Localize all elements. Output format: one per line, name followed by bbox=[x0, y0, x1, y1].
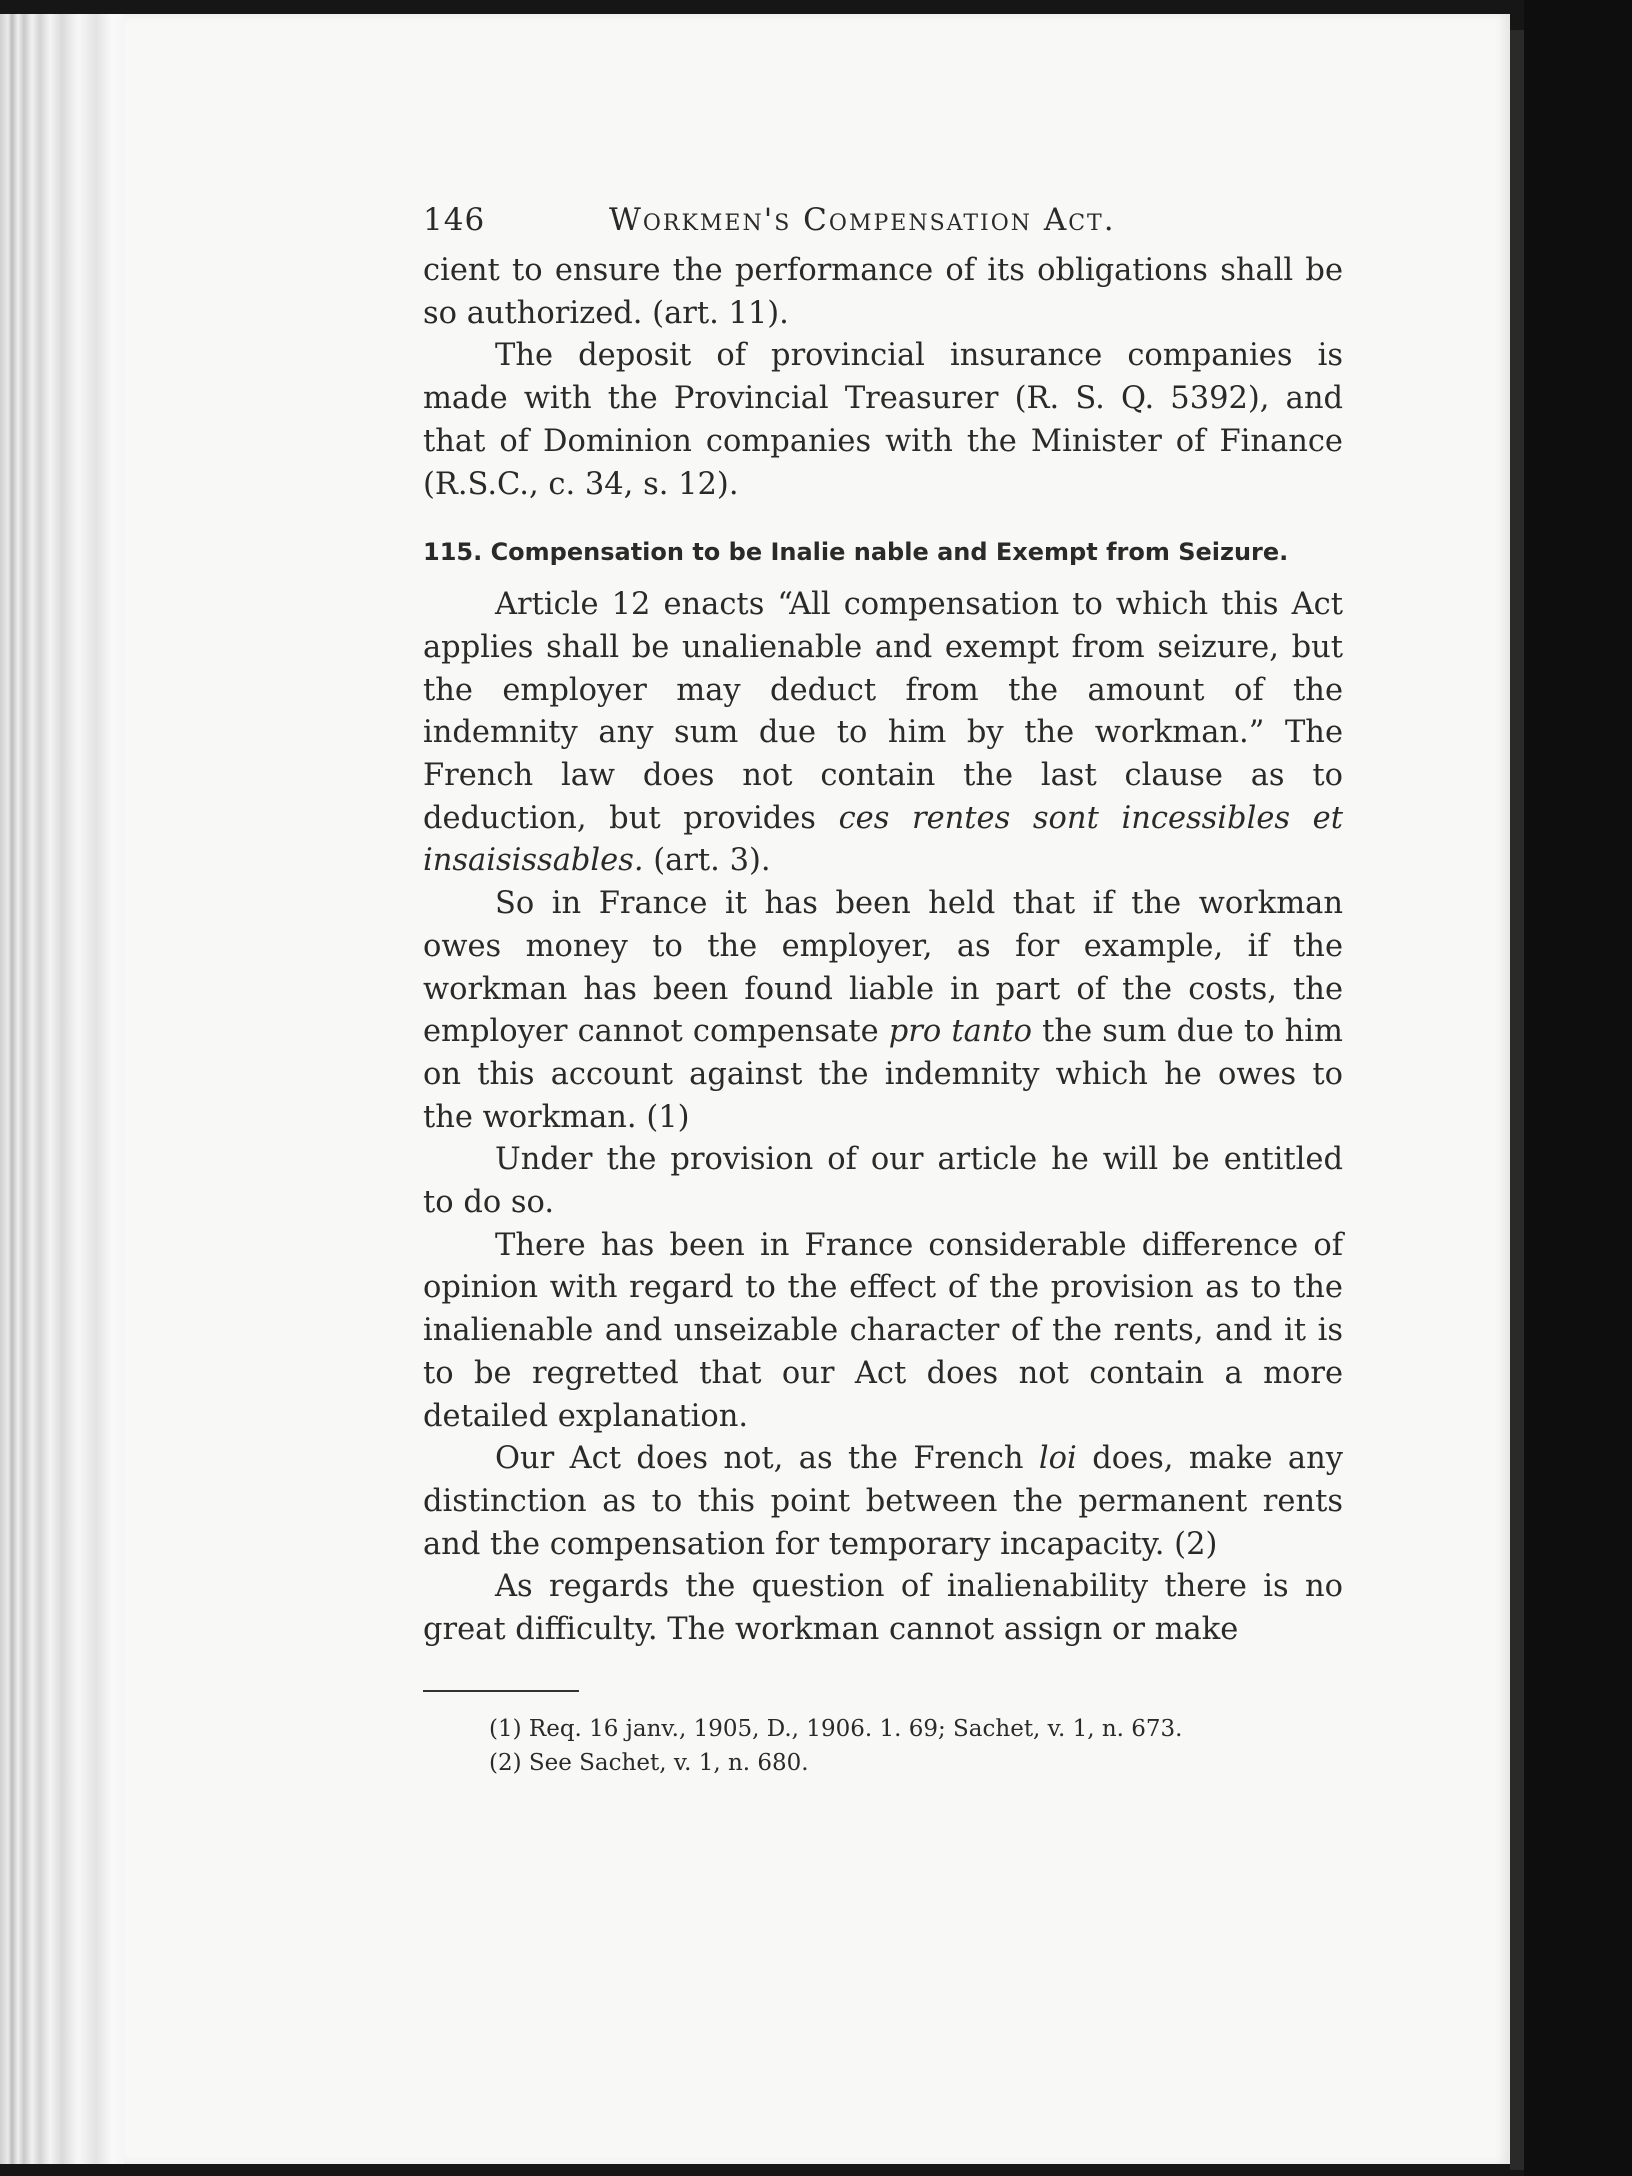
binding-shadow bbox=[1510, 30, 1524, 2170]
footnote-2: (2) See Sachet, v. 1, n. 680. bbox=[489, 1749, 809, 1776]
text-run: (art. 3). bbox=[643, 843, 771, 879]
running-head bbox=[423, 190, 1343, 250]
running-title: Workmen's Compensation Act. bbox=[609, 202, 1116, 238]
paragraph-continuation: cient to ensure the performance of its obligations shall be so authorized. (art. 11). bbox=[423, 253, 1343, 331]
italic-phrase: pro tanto bbox=[888, 1014, 1033, 1050]
page-number: 146 bbox=[423, 202, 486, 238]
paragraph-inalienability: As regards the question of inalienability there is no great difficulty. The workman cannot assign or make bbox=[423, 1569, 1343, 1648]
text-run: the sum due to him on this account against the indemnity which he owes to the workman. (1) bbox=[423, 1014, 1343, 1135]
text-run: Our Act does not, as the French bbox=[495, 1441, 1039, 1477]
text-run: Article 12 enacts “All compensation to which this Act applies shall be unalienable and exempt from seizure, but the employer may deduct from the amount of the indemnity any sum due to him by the workman.” The French law does not contain the last clause as to deduction, but provides bbox=[423, 587, 1343, 836]
text-run: So in France it has been held that if the workman owes money to the employer, as for example, if the workman has been found liable in part of the costs, the employer cannot compensate bbox=[423, 886, 1343, 1050]
footnote-1: (1) Req. 16 janv., 1905, D., 1906. 1. 69; Sachet, v. 1, n. 673. bbox=[489, 1715, 1183, 1742]
scanner-background bbox=[1524, 0, 1632, 2176]
paragraph-france-held bbox=[423, 883, 1343, 1139]
paragraph-entitled: Under the provision of our article he will be entitled to do so. bbox=[423, 1142, 1343, 1221]
paragraph-distinction bbox=[423, 1438, 1343, 1566]
stacked-page-edges bbox=[0, 14, 130, 2164]
italic-phrase: loi bbox=[1038, 1441, 1077, 1477]
text-run: does, make any distinction as to this point between the permanent rents and the compensation for temporary incapacity. (2) bbox=[423, 1441, 1343, 1562]
page-text bbox=[423, 190, 1343, 1780]
section-heading: 115. Compensation to be Inalie nable and Exempt from Seizure. bbox=[423, 538, 1289, 567]
footnote-rule bbox=[423, 1690, 579, 1692]
paragraph-article-12 bbox=[423, 584, 1343, 883]
paragraph-deposit: The deposit of provincial insurance companies is made with the Provincial Treasurer (R. S. Q. 5392), and that of Dominion companies with the Minister of Finance (R.S.C., c. 34, s. 12). bbox=[423, 338, 1343, 502]
italic-phrase: ces rentes sont incessibles et insaisissables. bbox=[423, 800, 1343, 879]
paragraph-difference-opinion: There has been in France considerable difference of opinion with regard to the effect of the provision as to the inalienable and unseizable character of the rents, and it is to be regretted that our Act does not contain a more detailed explanation. bbox=[423, 1227, 1343, 1434]
